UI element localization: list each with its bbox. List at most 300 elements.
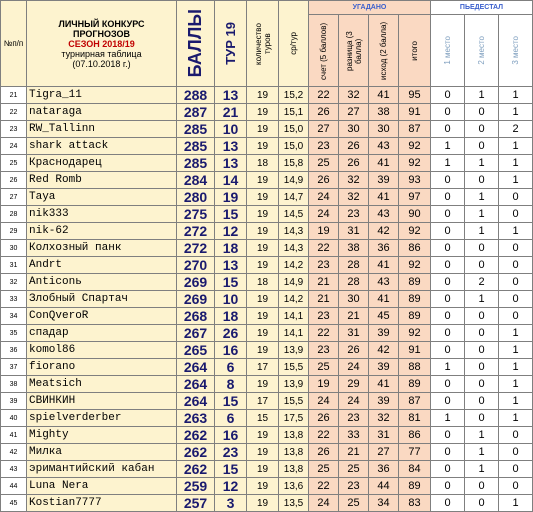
guessed-outcome: 43 — [369, 274, 399, 291]
tour-points: 18 — [215, 308, 247, 325]
place3: 0 — [499, 206, 533, 223]
guessed-diff: 31 — [339, 223, 369, 240]
avg-per-tour: 14,2 — [279, 257, 309, 274]
guessed-diff: 21 — [339, 308, 369, 325]
table-row — [1, 495, 533, 512]
tour-points: 23 — [215, 444, 247, 461]
table-row — [1, 206, 533, 223]
tour-points: 3 — [215, 495, 247, 512]
guessed-diff: 26 — [339, 342, 369, 359]
tours-count: 18 — [247, 274, 279, 291]
guessed-diff: 29 — [339, 376, 369, 393]
points: 272 — [177, 240, 215, 257]
guessed-outcome: 43 — [369, 206, 399, 223]
row-number: 27 — [1, 189, 27, 206]
place1: 0 — [431, 257, 465, 274]
avg-per-tour: 15,2 — [279, 87, 309, 104]
guessed-diff: 38 — [339, 240, 369, 257]
player-name: Andrt — [27, 257, 177, 274]
row-number: 43 — [1, 461, 27, 478]
place1: 0 — [431, 325, 465, 342]
place1: 0 — [431, 172, 465, 189]
tour-points: 16 — [215, 427, 247, 444]
row-number: 39 — [1, 393, 27, 410]
row-number: 31 — [1, 257, 27, 274]
place3: 0 — [499, 461, 533, 478]
guessed-outcome: 42 — [369, 342, 399, 359]
tour-points: 8 — [215, 376, 247, 393]
place1: 1 — [431, 410, 465, 427]
row-number: 33 — [1, 291, 27, 308]
place3: 1 — [499, 104, 533, 121]
guessed-score: 24 — [309, 206, 339, 223]
table-row — [1, 274, 533, 291]
player-name: komol86 — [27, 342, 177, 359]
row-number: 30 — [1, 240, 27, 257]
guessed-score: 22 — [309, 427, 339, 444]
place2: 1 — [465, 444, 499, 461]
col-header-score: счет (5 баллов) — [309, 15, 339, 87]
guessed-total: 77 — [399, 444, 431, 461]
player-name: Колхозный панк — [27, 240, 177, 257]
guessed-score: 24 — [309, 495, 339, 512]
place3: 0 — [499, 427, 533, 444]
guessed-total: 86 — [399, 240, 431, 257]
guessed-total: 93 — [399, 172, 431, 189]
place1: 0 — [431, 189, 465, 206]
points: 267 — [177, 325, 215, 342]
place3: 0 — [499, 444, 533, 461]
points: 270 — [177, 257, 215, 274]
guessed-outcome: 41 — [369, 87, 399, 104]
guessed-score: 23 — [309, 342, 339, 359]
guessed-score: 19 — [309, 376, 339, 393]
place1: 0 — [431, 308, 465, 325]
guessed-total: 95 — [399, 87, 431, 104]
row-number: 25 — [1, 155, 27, 172]
title-block — [27, 1, 177, 87]
season-label: СЕЗОН 2018/19 — [68, 38, 135, 49]
guessed-diff: 24 — [339, 359, 369, 376]
table-row — [1, 257, 533, 274]
tour-points: 26 — [215, 325, 247, 342]
place1: 0 — [431, 223, 465, 240]
col-header-outcome: исход (2 балла) — [369, 15, 399, 87]
place2: 0 — [465, 240, 499, 257]
place2: 0 — [465, 138, 499, 155]
place1: 0 — [431, 427, 465, 444]
col-header-tour: ТУР 19 — [215, 1, 247, 87]
tours-count: 19 — [247, 104, 279, 121]
guessed-score: 23 — [309, 138, 339, 155]
guessed-total: 90 — [399, 206, 431, 223]
place2: 0 — [465, 121, 499, 138]
guessed-diff: 23 — [339, 410, 369, 427]
avg-per-tour: 13,6 — [279, 478, 309, 495]
tour-points: 13 — [215, 138, 247, 155]
player-name: spielverderber — [27, 410, 177, 427]
place2: 0 — [465, 104, 499, 121]
tour-points: 6 — [215, 410, 247, 427]
guessed-total: 83 — [399, 495, 431, 512]
group-header-guessed: УГАДАНО — [309, 1, 431, 15]
tours-count: 15 — [247, 410, 279, 427]
avg-per-tour: 15,0 — [279, 121, 309, 138]
place3: 2 — [499, 121, 533, 138]
guessed-outcome: 30 — [369, 121, 399, 138]
table-row — [1, 87, 533, 104]
tour-points: 15 — [215, 274, 247, 291]
place1: 1 — [431, 155, 465, 172]
avg-per-tour: 15,1 — [279, 104, 309, 121]
tours-count: 19 — [247, 342, 279, 359]
points: 264 — [177, 393, 215, 410]
place2: 0 — [465, 325, 499, 342]
place2: 0 — [465, 359, 499, 376]
guessed-diff: 24 — [339, 393, 369, 410]
guessed-total: 92 — [399, 223, 431, 240]
place1: 0 — [431, 206, 465, 223]
tour-points: 15 — [215, 206, 247, 223]
player-name: Tigra_11 — [27, 87, 177, 104]
table-row — [1, 189, 533, 206]
guessed-diff: 25 — [339, 495, 369, 512]
table-row — [1, 393, 533, 410]
guessed-score: 19 — [309, 223, 339, 240]
place3: 0 — [499, 189, 533, 206]
guessed-score: 26 — [309, 104, 339, 121]
tour-points: 13 — [215, 87, 247, 104]
table-row — [1, 342, 533, 359]
place1: 0 — [431, 342, 465, 359]
place3: 0 — [499, 308, 533, 325]
guessed-outcome: 32 — [369, 410, 399, 427]
guessed-outcome: 39 — [369, 359, 399, 376]
guessed-outcome: 38 — [369, 104, 399, 121]
table-row — [1, 376, 533, 393]
place1: 0 — [431, 87, 465, 104]
tours-count: 18 — [247, 155, 279, 172]
points: 280 — [177, 189, 215, 206]
row-number: 24 — [1, 138, 27, 155]
tour-points: 19 — [215, 189, 247, 206]
place3: 0 — [499, 291, 533, 308]
points: 264 — [177, 359, 215, 376]
points: 287 — [177, 104, 215, 121]
place1: 0 — [431, 393, 465, 410]
guessed-total: 97 — [399, 189, 431, 206]
row-number: 23 — [1, 121, 27, 138]
avg-per-tour: 13,8 — [279, 427, 309, 444]
avg-per-tour: 13,8 — [279, 444, 309, 461]
tours-count: 19 — [247, 444, 279, 461]
guessed-outcome: 41 — [369, 376, 399, 393]
points: 268 — [177, 308, 215, 325]
table-date: (07.10.2018 г.) — [72, 58, 131, 69]
place1: 1 — [431, 138, 465, 155]
place1: 0 — [431, 444, 465, 461]
points: 275 — [177, 206, 215, 223]
guessed-score: 24 — [309, 393, 339, 410]
avg-per-tour: 14,3 — [279, 240, 309, 257]
col-header-diff: разница (3 балла) — [339, 15, 369, 87]
place1: 0 — [431, 495, 465, 512]
guessed-diff: 23 — [339, 206, 369, 223]
table-row — [1, 155, 533, 172]
title-line1: ЛИЧНЫЙ КОНКУРС — [58, 18, 145, 29]
place3: 1 — [499, 342, 533, 359]
tours-count: 19 — [247, 308, 279, 325]
guessed-score: 25 — [309, 359, 339, 376]
place1: 1 — [431, 359, 465, 376]
tours-count: 19 — [247, 325, 279, 342]
tours-count: 19 — [247, 291, 279, 308]
row-number: 38 — [1, 376, 27, 393]
guessed-outcome: 39 — [369, 325, 399, 342]
col-header-place2: 2 место — [465, 15, 499, 87]
points: 269 — [177, 274, 215, 291]
player-name: shark attack — [27, 138, 177, 155]
guessed-total: 84 — [399, 461, 431, 478]
player-name: Luna Nera — [27, 478, 177, 495]
tours-count: 17 — [247, 393, 279, 410]
standings-body — [1, 87, 533, 512]
points: 262 — [177, 461, 215, 478]
avg-per-tour: 14,7 — [279, 189, 309, 206]
player-name: Red Romb — [27, 172, 177, 189]
place3: 1 — [499, 359, 533, 376]
col-header-nn: №п/п — [1, 1, 27, 87]
guessed-outcome: 41 — [369, 189, 399, 206]
tours-count: 19 — [247, 495, 279, 512]
guessed-diff: 32 — [339, 189, 369, 206]
avg-per-tour: 14,1 — [279, 325, 309, 342]
avg-per-tour: 13,9 — [279, 376, 309, 393]
place3: 0 — [499, 274, 533, 291]
guessed-total: 91 — [399, 104, 431, 121]
row-number: 44 — [1, 478, 27, 495]
player-name: СВИНКИН — [27, 393, 177, 410]
place1: 0 — [431, 104, 465, 121]
place1: 0 — [431, 291, 465, 308]
guessed-score: 21 — [309, 274, 339, 291]
tour-points: 12 — [215, 478, 247, 495]
avg-per-tour: 17,5 — [279, 410, 309, 427]
points: 288 — [177, 87, 215, 104]
row-number: 34 — [1, 308, 27, 325]
guessed-score: 26 — [309, 172, 339, 189]
avg-per-tour: 14,1 — [279, 308, 309, 325]
col-header-points: БАЛЛЫ — [177, 1, 215, 87]
place1: 0 — [431, 478, 465, 495]
place3: 1 — [499, 393, 533, 410]
guessed-outcome: 36 — [369, 240, 399, 257]
place2: 2 — [465, 274, 499, 291]
place3: 1 — [499, 376, 533, 393]
guessed-total: 89 — [399, 376, 431, 393]
avg-per-tour: 15,5 — [279, 393, 309, 410]
guessed-diff: 32 — [339, 87, 369, 104]
table-row — [1, 291, 533, 308]
place1: 0 — [431, 240, 465, 257]
table-row — [1, 444, 533, 461]
guessed-outcome: 31 — [369, 427, 399, 444]
tours-count: 19 — [247, 189, 279, 206]
tour-points: 21 — [215, 104, 247, 121]
row-number: 42 — [1, 444, 27, 461]
avg-per-tour: 13,5 — [279, 495, 309, 512]
row-number: 41 — [1, 427, 27, 444]
place2: 0 — [465, 172, 499, 189]
place2: 0 — [465, 257, 499, 274]
guessed-score: 22 — [309, 478, 339, 495]
table-row — [1, 359, 533, 376]
avg-per-tour: 14,3 — [279, 223, 309, 240]
table-row — [1, 138, 533, 155]
guessed-score: 22 — [309, 325, 339, 342]
avg-per-tour: 14,9 — [279, 274, 309, 291]
table-row — [1, 427, 533, 444]
guessed-outcome: 36 — [369, 461, 399, 478]
guessed-score: 23 — [309, 257, 339, 274]
tours-count: 19 — [247, 206, 279, 223]
points: 262 — [177, 444, 215, 461]
place2: 1 — [465, 461, 499, 478]
place3: 0 — [499, 240, 533, 257]
player-name: nik333 — [27, 206, 177, 223]
place1: 0 — [431, 274, 465, 291]
tours-count: 19 — [247, 427, 279, 444]
place2: 0 — [465, 478, 499, 495]
points: 284 — [177, 172, 215, 189]
place2: 1 — [465, 155, 499, 172]
tours-count: 19 — [247, 138, 279, 155]
guessed-diff: 33 — [339, 427, 369, 444]
player-name: Mighty — [27, 427, 177, 444]
player-name: nik-62 — [27, 223, 177, 240]
player-name: спадар — [27, 325, 177, 342]
guessed-diff: 31 — [339, 325, 369, 342]
place2: 1 — [465, 206, 499, 223]
tour-points: 18 — [215, 240, 247, 257]
avg-per-tour: 15,8 — [279, 155, 309, 172]
row-number: 22 — [1, 104, 27, 121]
tour-points: 10 — [215, 121, 247, 138]
player-name: fiorano — [27, 359, 177, 376]
guessed-total: 91 — [399, 342, 431, 359]
guessed-outcome: 41 — [369, 155, 399, 172]
guessed-total: 92 — [399, 138, 431, 155]
avg-per-tour: 14,2 — [279, 291, 309, 308]
guessed-outcome: 42 — [369, 223, 399, 240]
title-line2: ПРОГНОЗОВ — [73, 28, 130, 39]
tour-points: 16 — [215, 342, 247, 359]
points: 262 — [177, 427, 215, 444]
tours-count: 17 — [247, 359, 279, 376]
guessed-total: 88 — [399, 359, 431, 376]
place3: 1 — [499, 172, 533, 189]
place3: 1 — [499, 138, 533, 155]
player-name: ConQveroR — [27, 308, 177, 325]
guessed-total: 89 — [399, 308, 431, 325]
guessed-diff: 21 — [339, 444, 369, 461]
guessed-outcome: 41 — [369, 291, 399, 308]
points: 285 — [177, 121, 215, 138]
guessed-score: 25 — [309, 155, 339, 172]
tour-points: 15 — [215, 461, 247, 478]
guessed-diff: 27 — [339, 104, 369, 121]
tours-count: 19 — [247, 240, 279, 257]
col-header-place1: 1 место — [431, 15, 465, 87]
player-name: Злобный Спартач — [27, 291, 177, 308]
place3: 1 — [499, 410, 533, 427]
points: 259 — [177, 478, 215, 495]
tours-count: 19 — [247, 172, 279, 189]
table-row — [1, 172, 533, 189]
points: 264 — [177, 376, 215, 393]
tours-count: 19 — [247, 87, 279, 104]
tours-count: 19 — [247, 257, 279, 274]
table-row — [1, 240, 533, 257]
col-header-avg: ср/тур — [279, 1, 309, 87]
guessed-diff: 28 — [339, 274, 369, 291]
place2: 0 — [465, 308, 499, 325]
avg-per-tour: 13,9 — [279, 342, 309, 359]
player-name: Милка — [27, 444, 177, 461]
guessed-score: 25 — [309, 461, 339, 478]
place3: 1 — [499, 223, 533, 240]
guessed-diff: 23 — [339, 478, 369, 495]
points: 263 — [177, 410, 215, 427]
place2: 0 — [465, 376, 499, 393]
table-row — [1, 104, 533, 121]
guessed-score: 27 — [309, 121, 339, 138]
points: 265 — [177, 342, 215, 359]
guessed-outcome: 44 — [369, 478, 399, 495]
player-name: эримантийский кабан — [27, 461, 177, 478]
subtitle: турнирная таблица — [61, 48, 142, 59]
row-number: 29 — [1, 223, 27, 240]
guessed-diff: 25 — [339, 461, 369, 478]
guessed-score: 26 — [309, 444, 339, 461]
guessed-diff: 26 — [339, 138, 369, 155]
row-number: 36 — [1, 342, 27, 359]
player-name: Anticonь — [27, 274, 177, 291]
row-number: 21 — [1, 87, 27, 104]
place3: 0 — [499, 478, 533, 495]
player-name: Kostian7777 — [27, 495, 177, 512]
row-number: 45 — [1, 495, 27, 512]
row-number: 28 — [1, 206, 27, 223]
avg-per-tour: 15,0 — [279, 138, 309, 155]
player-name: RW_Tallinn — [27, 121, 177, 138]
guessed-diff: 32 — [339, 172, 369, 189]
guessed-outcome: 43 — [369, 138, 399, 155]
place1: 0 — [431, 121, 465, 138]
avg-per-tour: 14,9 — [279, 172, 309, 189]
guessed-score: 24 — [309, 189, 339, 206]
points: 285 — [177, 155, 215, 172]
group-header-podium: ПЬЕДЕСТАЛ — [431, 1, 533, 15]
guessed-total: 87 — [399, 393, 431, 410]
player-name: Taya — [27, 189, 177, 206]
row-number: 37 — [1, 359, 27, 376]
row-number: 32 — [1, 274, 27, 291]
guessed-total: 92 — [399, 155, 431, 172]
points: 272 — [177, 223, 215, 240]
place3: 0 — [499, 257, 533, 274]
table-row — [1, 461, 533, 478]
